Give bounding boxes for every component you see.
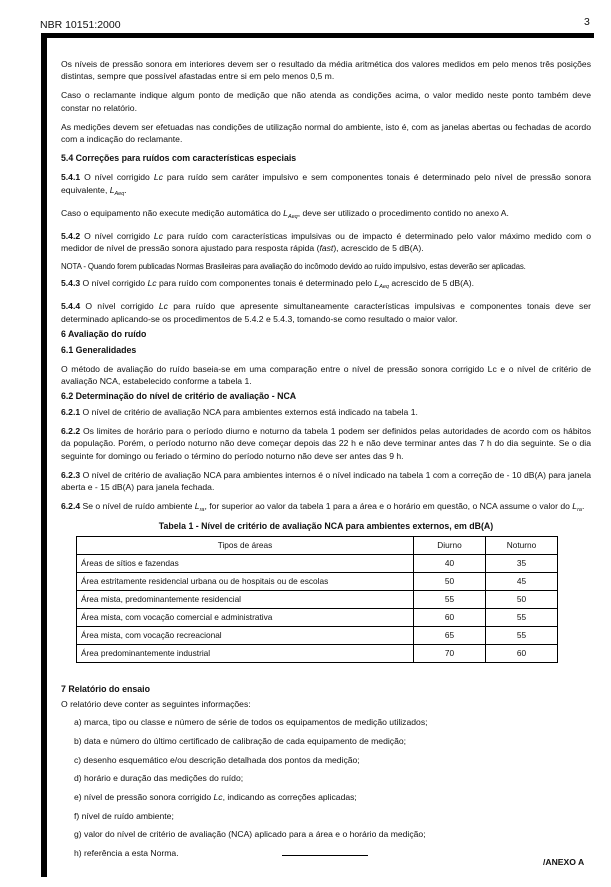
paragraph: Caso o reclamante indique algum ponto de medição que não atenda as condições acima, o valor medido neste ponto também deve constar no relatório. (61, 90, 591, 113)
table-header-row (77, 536, 558, 554)
clause-6-2-3 (61, 469, 591, 494)
symbol-lc: Lc (147, 278, 157, 289)
subscript: Aeq (287, 213, 298, 220)
paragraph: O relatório deve conter as seguintes informações: (61, 699, 251, 710)
symbol-l: L (109, 184, 115, 195)
clause-5-4-2 (61, 230, 591, 255)
clause-number: 5.4.4 (61, 301, 81, 312)
end-separator-line (282, 855, 368, 856)
text: para ruído sem caráter impulsivo e sem componentes tonais é determinado pelo nível de pressão sonora equivalente, (61, 172, 591, 195)
nighttime-value: 55 (486, 608, 558, 626)
list-item: d) horário e duração das medições do ruído; (74, 773, 244, 784)
nighttime-value: 60 (486, 644, 558, 662)
table-caption: Tabela 1 - Nível de critério de avaliação NCA para ambientes externos, em dB(A) (158, 520, 494, 531)
text: . (581, 501, 585, 512)
subscript: Aeq (379, 284, 389, 291)
area-type-cell: Área estritamente residencial urbana ou de hospitais ou de escolas (77, 572, 414, 590)
term-fast: fast (319, 243, 334, 254)
symbol-lc: Lc (213, 792, 223, 803)
clause-5-4-1 (61, 171, 591, 200)
daytime-value: 50 (414, 572, 486, 590)
header-area-type: Tipos de áreas (77, 536, 414, 554)
list-item (74, 791, 591, 803)
daytime-value: 70 (414, 644, 486, 662)
document-standard-id: NBR 10151:2000 (40, 19, 121, 31)
list-item: a) marca, tipo ou classe e número de série de todos os equipamentos de medição utilizados; (74, 717, 428, 728)
text: Caso o equipamento não execute medição automática do (61, 207, 284, 218)
text: para ruído com características impulsivas ou de impacto é determinado pelo valor máximo medido com o medidor de nível de pressão sonora ajustado para resposta rápida ( (61, 230, 591, 254)
note: NOTA - Quando forem publicadas Normas Brasileiras para avaliação do incômodo devido ao ruído impulsivo, estas deverão ser aplicadas. (61, 262, 526, 272)
page-content (61, 58, 591, 866)
area-type-cell: Área mista, com vocação recreacional (77, 626, 414, 644)
symbol-l: L (374, 278, 380, 289)
left-border-bar (41, 33, 47, 877)
next-section-ref: /ANEXO A (543, 857, 585, 867)
symbol-lc: Lc (153, 230, 163, 241)
table-row (77, 590, 558, 608)
table-row (77, 572, 558, 590)
section-heading-6-2: 6.2 Determinação do nível de critério de avaliação - NCA (61, 391, 297, 402)
header-daytime: Diurno (414, 536, 486, 554)
area-type-cell: Área predominantemente industrial (77, 644, 414, 662)
daytime-value: 40 (414, 554, 486, 572)
clause-6-2-4 (61, 500, 591, 516)
area-type-cell: Área mista, predominantemente residencial (77, 590, 414, 608)
top-border-bar (41, 33, 594, 38)
clause-number: 6.2.2 (61, 425, 81, 436)
table-row (77, 608, 558, 626)
page-number: 3 (584, 16, 590, 28)
text: para ruído com componentes tonais é determinado pelo (156, 278, 375, 289)
text: , deve ser utilizado o procedimento contido no anexo A. (297, 207, 509, 218)
text: O nível de critério de avaliação NCA para ambientes externos está indicado na tabela 1. (80, 406, 418, 417)
report-items-list (74, 716, 591, 859)
nighttime-value: 55 (486, 626, 558, 644)
symbol-l: L (283, 207, 288, 218)
section-heading-6-1: 6.1 Generalidades (61, 344, 137, 355)
text: e) nível de pressão sonora corrigido (74, 792, 214, 803)
text: Se o nível de ruído ambiente (80, 501, 195, 512)
area-type-cell: Área mista, com vocação comercial e administrativa (77, 608, 414, 626)
table-row (77, 554, 558, 572)
nca-table (76, 536, 558, 663)
table-row (77, 626, 558, 644)
clause-number: 5.4.3 (61, 278, 81, 289)
text: , indicando as correções aplicadas; (222, 792, 357, 803)
text: Os limites de horário para o período diurno e noturno da tabela 1 podem ser definidos pelas autoridades de acordo com os hábitos da população. Porém, o período noturno não deve começar depois das 22 h e não deve terminar antes das 7 h do dia seguinte. Se o dia seguinte for domingo ou feriado o término do período noturno não deve ser antes das 9 h. (61, 425, 591, 461)
text: O nível corrigido (80, 172, 154, 183)
clause-5-4-3 (61, 277, 591, 293)
clause-6-2-1 (61, 406, 591, 418)
clause-5-4-4 (61, 300, 591, 325)
area-type-cell: Áreas de sítios e fazendas (77, 554, 414, 572)
text: acrescido de 5 dB(A). (388, 278, 475, 289)
clause-number: 5.4.1 (61, 172, 81, 183)
table-row (77, 644, 558, 662)
header-nighttime: Noturno (486, 536, 558, 554)
symbol-l: L (194, 501, 200, 512)
text: O nível de critério de avaliação NCA para ambientes internos é o nível indicado na tabela 1 com a correção de - 10 dB(A) para janela aberta e - 15 dB(A) para janela fechada. (61, 469, 591, 493)
nighttime-value: 35 (486, 554, 558, 572)
symbol-lc: Lc (153, 172, 163, 183)
section-heading-6: 6 Avaliação do ruído (61, 329, 147, 340)
paragraph: As medições devem ser efetuadas nas condições de utilização normal do ambiente, isto é, com as janelas abertas ou fechadas de acordo com a indicação do reclamante. (61, 121, 591, 145)
subscript: ra (199, 507, 205, 514)
clause-number: 5.4.2 (61, 230, 81, 241)
symbol-l: L (572, 501, 578, 512)
text: O nível corrigido (80, 278, 148, 289)
list-item: f) nível de ruído ambiente; (74, 810, 174, 821)
paragraph-annex-ref (61, 207, 591, 223)
text: , for superior ao valor da tabela 1 para a área e o horário em questão, o NCA assume o valor do (204, 501, 573, 512)
subscript: Aeq (114, 190, 125, 197)
subscript: ra (577, 507, 582, 514)
nighttime-value: 50 (486, 590, 558, 608)
text: O nível corrigido (80, 230, 154, 241)
list-item: b) data e número do último certificado de calibração de cada equipamento de medição; (74, 735, 407, 746)
clause-number: 6.2.3 (61, 469, 81, 480)
text: O nível corrigido (80, 301, 159, 312)
daytime-value: 60 (414, 608, 486, 626)
clause-number: 6.2.4 (61, 501, 81, 512)
list-item: c) desenho esquemático e/ou descrição detalhada dos pontos da medição; (74, 754, 360, 765)
text: ), acrescido de 5 dB(A). (333, 243, 424, 254)
nighttime-value: 45 (486, 572, 558, 590)
symbol-lc: Lc (158, 301, 168, 312)
daytime-value: 65 (414, 626, 486, 644)
paragraph: O método de avaliação do ruído baseia-se em uma comparação entre o nível de pressão sonora corrigido Lc e o nível de critério de avaliação NCA, estabelecido conforme a tabela 1. (61, 363, 591, 387)
paragraph: Os níveis de pressão sonora em interiores devem ser o resultado da média aritmética dos valores medidos em pelo menos três posições distintas, sempre que possível afastadas entre si em pelo menos 0,5 m. (61, 59, 591, 82)
list-item: h) referência a esta Norma. (74, 848, 179, 859)
daytime-value: 55 (414, 590, 486, 608)
section-heading-5-4: 5.4 Correções para ruídos com características especiais (61, 153, 297, 164)
clause-number: 6.2.1 (61, 406, 81, 417)
text: . (124, 184, 127, 195)
list-item: g) valor do nível de critério de avaliação (NCA) aplicado para a área e o horário da medição; (74, 829, 426, 840)
clause-6-2-2 (61, 425, 591, 462)
section-heading-7: 7 Relatório do ensaio (61, 683, 150, 694)
text: para ruído que apresente simultaneamente características impulsivas e componentes tonais deve ser determinado aplicando-se os procedimentos de 5.4.2 e 5.4.3, tomando-se como resultado o maior valor. (61, 301, 591, 324)
